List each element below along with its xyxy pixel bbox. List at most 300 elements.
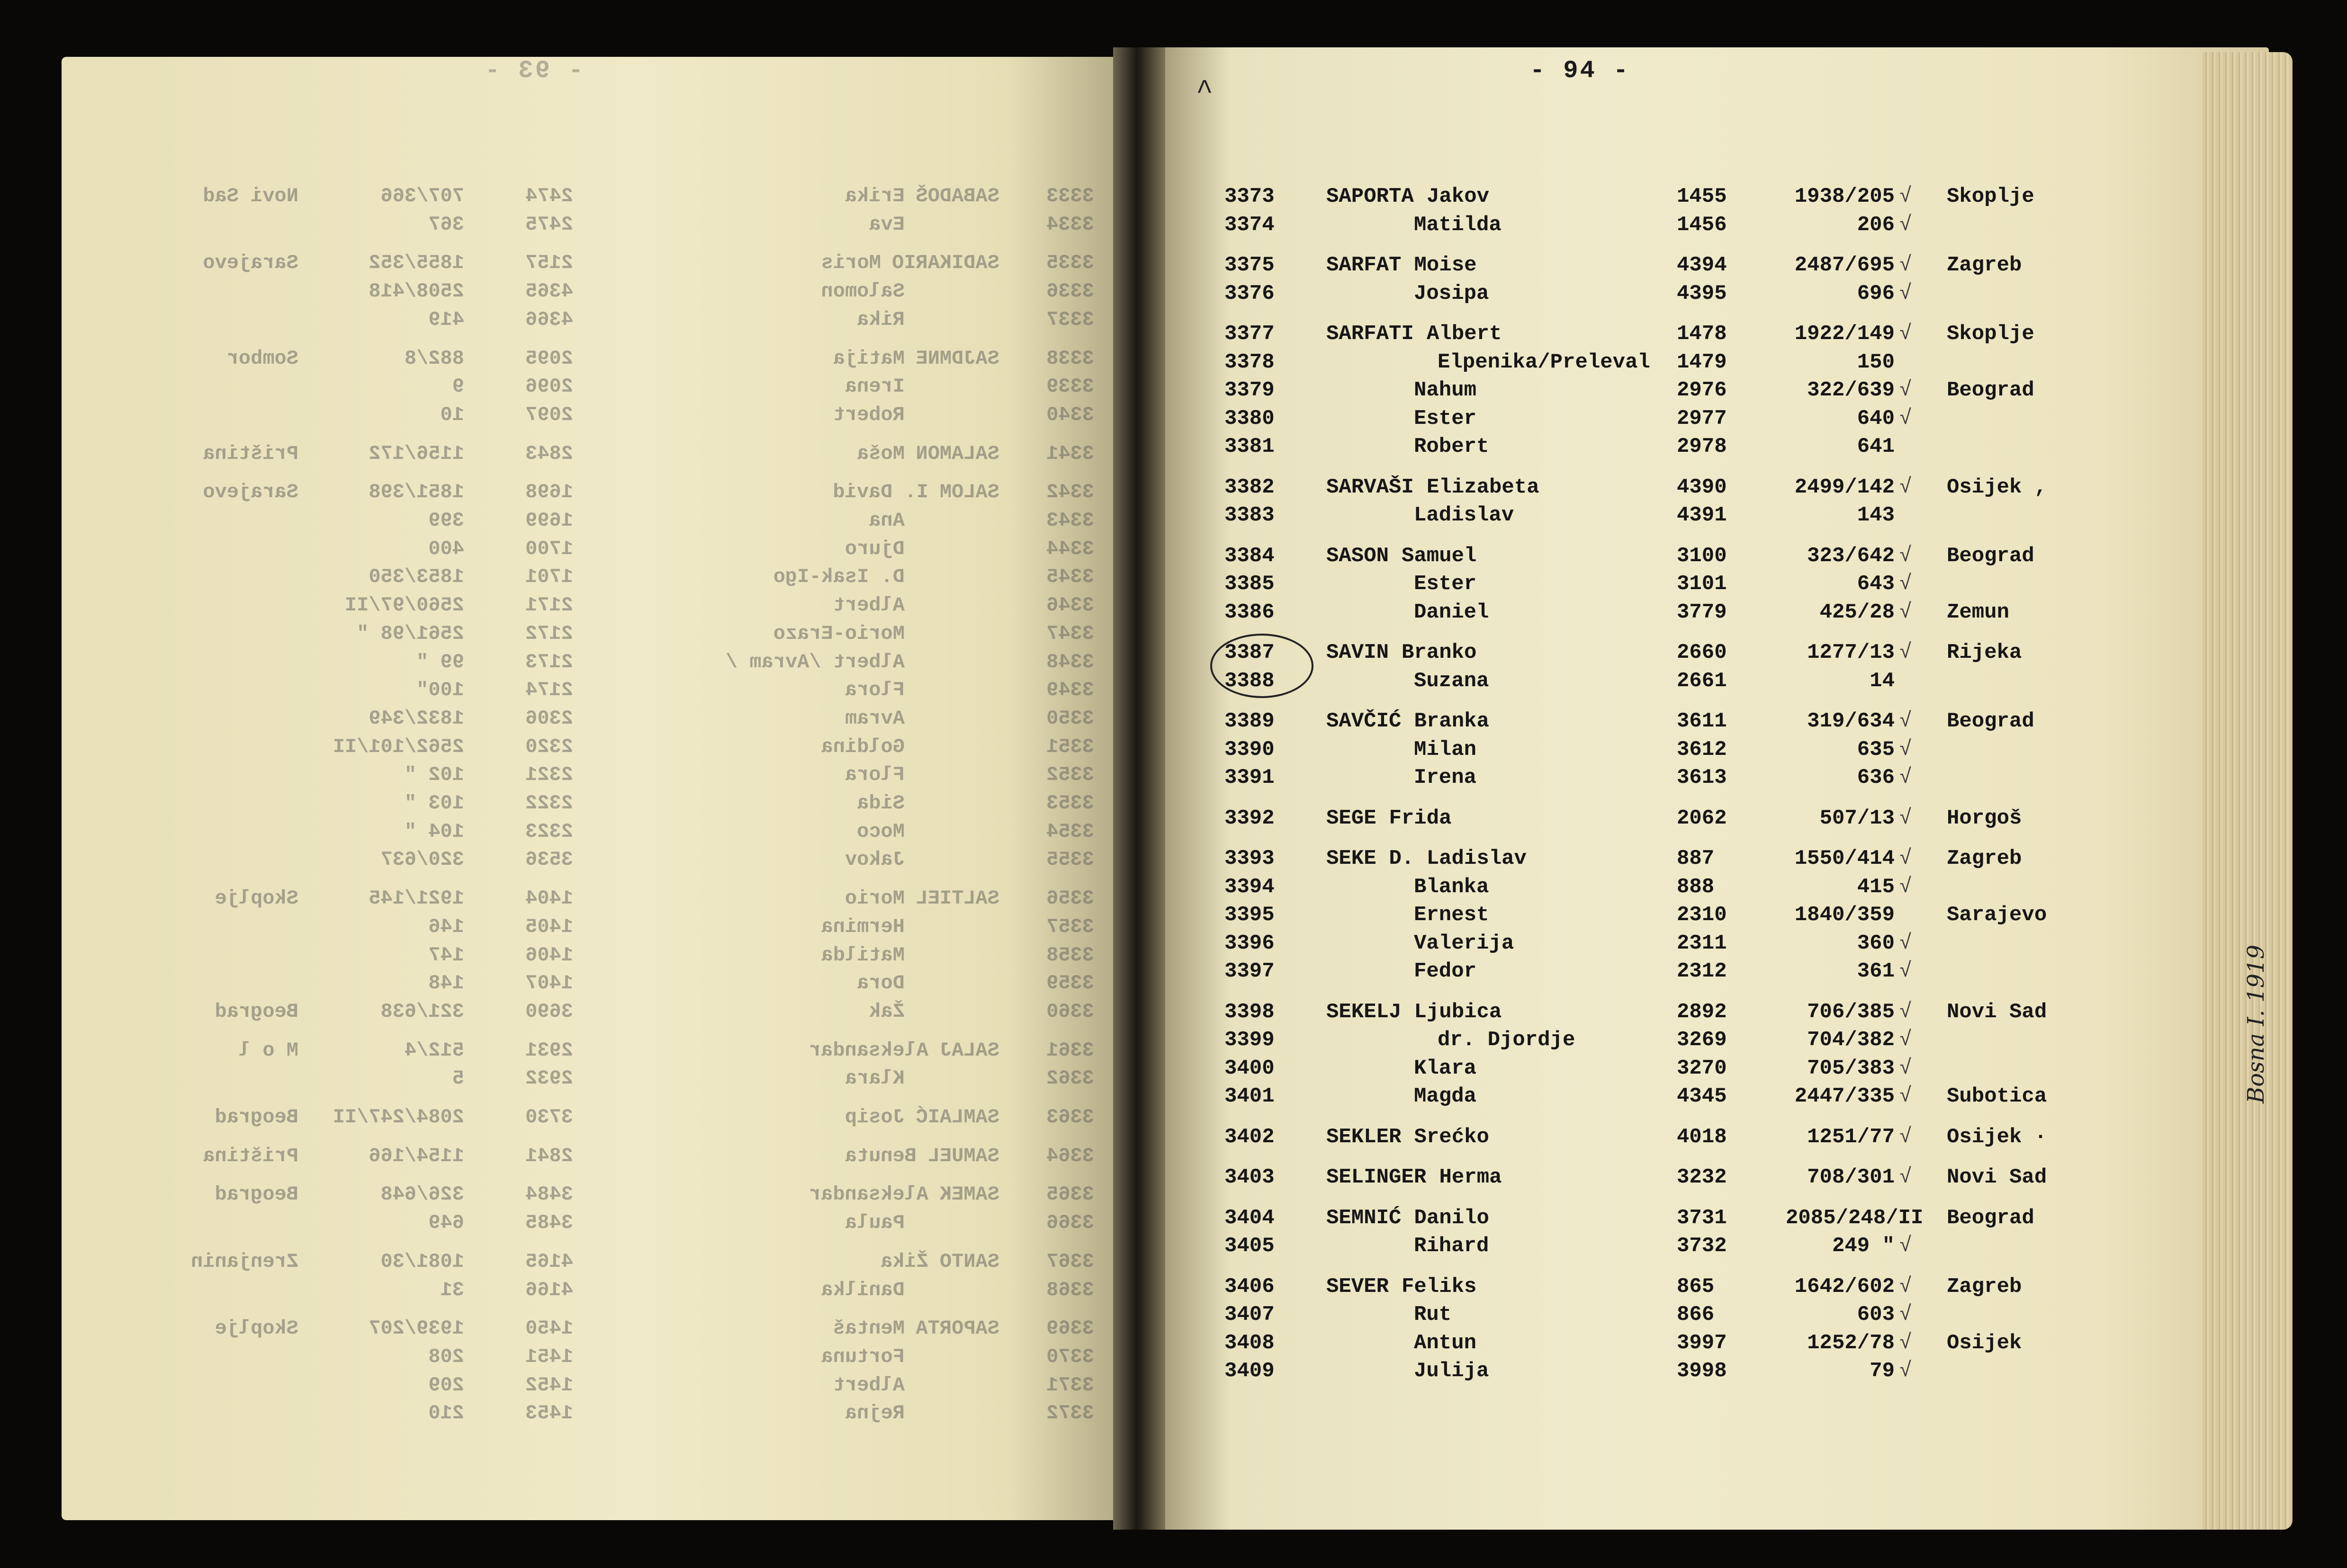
entry-surname: SEMNIĆ [1326, 1206, 1402, 1230]
entry-number: 3367 [1046, 1250, 1094, 1273]
entry-file-number: 399 [428, 509, 464, 532]
entry-city: Beograd [1947, 544, 2034, 568]
entry-given-name: Albert [833, 1373, 905, 1397]
entry-given-name: Eva [869, 213, 905, 236]
entry-register-number: 2097 [525, 403, 573, 426]
entry-file-number: 2508/418 [369, 280, 464, 303]
entry-city: Zagreb [1947, 847, 2022, 870]
entry-number: 3388 [1224, 669, 1275, 693]
entry-file-number: 2085/248/II [1786, 1206, 1924, 1230]
entry-file-number: 9 [452, 375, 464, 398]
entry-number: 3339 [1046, 375, 1094, 398]
entry-register-number: 3997 [1677, 1331, 1727, 1355]
register-entry [0, 875, 2347, 904]
register-entry [0, 350, 2347, 379]
check-mark: √ [1899, 931, 1912, 955]
register-entry [0, 253, 2347, 282]
entry-given-name: Milan [1414, 737, 1477, 762]
check-mark: √ [1899, 1274, 1912, 1299]
entry-given-name: Valerija [1414, 931, 1514, 955]
entry-register-number: 1405 [525, 915, 573, 938]
entry-file-number: 1154/166 [369, 1144, 464, 1167]
entry-register-number: 4165 [525, 1250, 573, 1273]
left-page-number: - 93 - [483, 57, 584, 85]
register-entry [0, 738, 2347, 766]
entry-register-number: 2892 [1677, 1000, 1727, 1024]
entry-city: Sombor [226, 347, 298, 370]
entry-register-number: 3730 [525, 1106, 573, 1129]
entry-number: 3377 [1224, 322, 1275, 346]
entry-given-name: Moris [821, 251, 881, 275]
entry-city: Beograd [215, 1183, 298, 1206]
entry-register-number: 3613 [1677, 766, 1727, 789]
entry-file-number: 2562/101/II [333, 735, 464, 758]
entry-given-name: Srećko [1414, 1125, 1489, 1149]
entry-number: 3333 [1046, 185, 1094, 207]
entry-surname: SAMEK [939, 1183, 999, 1206]
entry-given-name: Irena [845, 375, 905, 398]
entry-file-number: 1081/30 [380, 1250, 464, 1273]
entry-surname: SEKLER [1326, 1125, 1402, 1149]
entry-file-number: 360 [1857, 931, 1895, 955]
entry-file-number: 2561/98 " [357, 622, 464, 645]
entry-register-number: 2310 [1677, 903, 1727, 927]
entry-file-number: 1277/13 [1807, 641, 1895, 664]
entry-register-number: 2475 [525, 213, 573, 236]
entry-number: 3358 [1046, 943, 1094, 967]
check-mark: √ [1899, 406, 1912, 430]
entry-given-name: Rihard [1414, 1234, 1489, 1258]
register-entry [0, 766, 2347, 794]
entry-file-number: 31 [440, 1278, 464, 1301]
entry-register-number: 3732 [1677, 1234, 1727, 1258]
entry-given-name: Ester [1414, 406, 1477, 430]
entry-given-name: Dora [857, 972, 905, 995]
entry-file-number: 603 [1857, 1303, 1895, 1326]
entry-file-number: 319/634 [1807, 709, 1895, 733]
entry-number: 3407 [1224, 1303, 1275, 1326]
entry-city: Priština [203, 1144, 298, 1167]
entry-city: Osijek [1947, 1331, 2022, 1355]
entry-given-name: Daniel [1414, 600, 1489, 624]
entry-given-name: Albert [833, 594, 905, 617]
entry-given-name: Danilo [1414, 1206, 1489, 1230]
entry-file-number: 415 [1857, 875, 1895, 899]
entry-given-name: Feliks [1402, 1274, 1477, 1299]
entry-register-number: 4395 [1677, 281, 1727, 305]
entry-surname: SALOM [939, 481, 999, 504]
entry-file-number: 103 " [404, 792, 464, 815]
entry-number: 3368 [1046, 1278, 1094, 1301]
register-entry [0, 185, 2347, 213]
entry-file-number: 104 " [404, 820, 464, 843]
entry-city: Zagreb [1947, 1274, 2022, 1299]
entry-given-name: D. Ladislav [1389, 847, 1527, 870]
entry-given-name: Sida [857, 792, 905, 815]
entry-register-number: 4018 [1677, 1125, 1727, 1149]
entry-given-name: Antun [1414, 1331, 1477, 1355]
register-entry [0, 669, 2347, 698]
entry-number: 3338 [1046, 347, 1094, 370]
entry-number: 3337 [1046, 308, 1094, 331]
entry-given-name: Erika [845, 185, 905, 207]
entry-surname: SAJDMNE [916, 347, 999, 370]
entry-register-number: 2932 [525, 1067, 573, 1090]
entry-given-name: Matilda [821, 943, 905, 967]
entry-register-number: 865 [1677, 1274, 1715, 1299]
entry-city: Zemun [1947, 600, 2010, 624]
entry-surname: SARFATI [1326, 322, 1414, 346]
entry-city: Zagreb [1947, 253, 2022, 277]
entry-file-number: 367 [428, 213, 464, 236]
register-entry [0, 213, 2347, 242]
check-mark: √ [1899, 766, 1912, 789]
entry-surname: SARVAŠI [1326, 475, 1414, 499]
entry-surname: SALTIEL [916, 887, 999, 910]
entry-register-number: 1406 [525, 943, 573, 967]
entry-register-number: 2171 [525, 594, 573, 617]
entry-surname: SAMLAIĆ [916, 1106, 999, 1129]
entry-register-number: 4394 [1677, 253, 1727, 277]
entry-city: Osijek , [1947, 475, 2047, 499]
entry-number: 3346 [1046, 594, 1094, 617]
entry-file-number: 99 " [416, 650, 464, 673]
check-mark: √ [1899, 737, 1912, 762]
check-mark: √ [1899, 1331, 1912, 1355]
entry-surname: SAPORTA [1326, 185, 1414, 208]
entry-given-name: Suzana [1414, 669, 1489, 693]
entry-given-name: Robert [833, 403, 905, 426]
check-mark: √ [1899, 1125, 1912, 1149]
entry-given-name: dr. Djordje [1438, 1028, 1575, 1052]
entry-city: Zrenjanin [191, 1250, 298, 1273]
entry-file-number: 643 [1857, 572, 1895, 596]
entry-register-number: 2978 [1677, 435, 1727, 458]
entry-file-number: 400 [428, 537, 464, 560]
entry-number: 3370 [1046, 1345, 1094, 1368]
entry-register-number: 2173 [525, 650, 573, 673]
entry-register-number: 4391 [1677, 503, 1727, 527]
entry-city: Skoplje [1947, 185, 2034, 208]
entry-file-number: 2499/142 [1794, 475, 1895, 499]
entry-number: 3335 [1046, 251, 1094, 275]
register-entry [0, 959, 2347, 988]
entry-number: 3379 [1224, 378, 1275, 402]
entry-file-number: 102 " [404, 763, 464, 787]
entry-number: 3365 [1046, 1183, 1094, 1206]
entry-register-number: 2306 [525, 707, 573, 730]
register-entry [62, 1402, 1113, 1430]
entry-file-number: 704/382 [1807, 1028, 1895, 1052]
entry-register-number: 2062 [1677, 806, 1727, 830]
entry-register-number: 3779 [1677, 600, 1727, 624]
entry-register-number: 3731 [1677, 1206, 1727, 1230]
entry-number: 3364 [1046, 1144, 1094, 1167]
entry-given-name: Žak [869, 1000, 905, 1023]
register-entry [0, 378, 2347, 407]
entry-city: Beograd [215, 1106, 298, 1129]
entry-city: Sarajevo [203, 481, 298, 504]
entry-given-name: Rejna [845, 1402, 905, 1425]
entry-given-name: Morio-Erazo [773, 622, 905, 645]
entry-given-name: Benuta [845, 1144, 917, 1167]
entry-given-name: Irena [1414, 766, 1477, 789]
entry-given-name: Samuel [1402, 544, 1477, 568]
entry-number: 3362 [1046, 1067, 1094, 1090]
entry-register-number: 1456 [1677, 213, 1727, 237]
entry-register-number: 1407 [525, 972, 573, 995]
entry-number: 3380 [1224, 406, 1275, 430]
entry-register-number: 4366 [525, 308, 573, 331]
entry-number: 3405 [1224, 1234, 1275, 1258]
entry-number: 3374 [1224, 213, 1275, 237]
entry-file-number: 1939/207 [369, 1317, 464, 1340]
entry-city: M o l [238, 1039, 298, 1062]
entry-file-number: 635 [1857, 737, 1895, 762]
entry-number: 3406 [1224, 1274, 1275, 1299]
entry-file-number: 1832/349 [369, 707, 464, 730]
entry-given-name: Albert /Avram / [725, 650, 905, 673]
check-mark: √ [1899, 185, 1912, 208]
entry-register-number: 2320 [525, 735, 573, 758]
register-entry [0, 600, 2347, 629]
entry-given-name: Ana [869, 509, 905, 532]
entry-given-name: Klara [845, 1067, 905, 1090]
register-entry [0, 1275, 2347, 1303]
entry-file-number: 2560/97/II [344, 594, 464, 617]
entry-register-number: 2841 [525, 1144, 573, 1167]
register-entry [0, 709, 2347, 738]
check-mark: √ [1899, 1165, 1912, 1189]
entry-city: Skoplje [1947, 322, 2034, 346]
check-mark: √ [1899, 1234, 1912, 1258]
entry-file-number: 14 [1870, 669, 1895, 693]
entry-given-name: Djuro [845, 537, 905, 560]
entry-number: 3394 [1224, 875, 1275, 899]
entry-number: 3373 [1224, 185, 1275, 208]
entry-file-number: 2084/247/II [333, 1106, 464, 1129]
register-entry [0, 282, 2347, 310]
entry-given-name: Blanka [1414, 875, 1489, 899]
entry-given-name: Goldina [821, 735, 905, 758]
entry-register-number: 4365 [525, 280, 573, 303]
entry-surname: SASON [1326, 544, 1389, 568]
entry-given-name: Aleksandar [809, 1183, 928, 1206]
entry-register-number: 1700 [525, 537, 573, 560]
entry-given-name: Elpenika/Preleval [1438, 350, 1650, 374]
entry-number: 3382 [1224, 475, 1275, 499]
entry-register-number: 1699 [525, 509, 573, 532]
entry-register-number: 1404 [525, 887, 573, 910]
check-mark: √ [1899, 641, 1912, 664]
register-entry [0, 1165, 2347, 1194]
register-entry [0, 1331, 2347, 1360]
entry-number: 3402 [1224, 1125, 1275, 1149]
entry-surname: SAVIN [1326, 641, 1389, 664]
check-mark: √ [1899, 322, 1912, 346]
check-mark: √ [1899, 875, 1912, 899]
entry-file-number: 143 [1857, 503, 1895, 527]
entry-given-name: Ester [1414, 572, 1477, 596]
entry-number: 3384 [1224, 544, 1275, 568]
entry-number: 3391 [1224, 766, 1275, 789]
check-mark: √ [1899, 253, 1912, 277]
entry-number: 3343 [1046, 509, 1094, 532]
entry-file-number: 1550/414 [1794, 847, 1895, 870]
entry-number: 3399 [1224, 1028, 1275, 1052]
entry-given-name: Moša [857, 442, 905, 465]
entry-file-number: 419 [428, 308, 464, 331]
entry-given-name: Elizabeta [1427, 475, 1539, 499]
entry-file-number: 696 [1857, 281, 1895, 305]
right-page-number: - 94 - [1530, 57, 1630, 85]
entry-file-number: 2447/335 [1794, 1084, 1895, 1108]
entry-file-number: 1921/145 [369, 887, 464, 910]
register-entry [0, 847, 2347, 875]
entry-city: Beograd [1947, 378, 2034, 402]
entry-city: Novi Sad [1947, 1165, 2047, 1189]
entry-file-number: 882/8 [404, 347, 464, 370]
entry-given-name: Branka [1414, 709, 1489, 733]
entry-register-number: 1478 [1677, 322, 1727, 346]
check-mark: √ [1899, 806, 1912, 830]
entry-given-name: Matija [833, 347, 905, 370]
entry-given-name: Nahum [1414, 378, 1477, 402]
entry-given-name: I. David [833, 481, 928, 504]
entry-register-number: 888 [1677, 875, 1715, 899]
entry-register-number: 2931 [525, 1039, 573, 1062]
entry-number: 3363 [1046, 1106, 1094, 1129]
entry-number: 3375 [1224, 253, 1275, 277]
entry-file-number: 146 [428, 915, 464, 938]
entry-file-number: 707/366 [380, 185, 464, 207]
entry-register-number: 1453 [525, 1402, 573, 1425]
entry-given-name: Josip [845, 1106, 905, 1129]
entry-city: Beograd [1947, 709, 2034, 733]
entry-given-name: Fedor [1414, 959, 1477, 983]
entry-register-number: 3612 [1677, 737, 1727, 762]
entry-number: 3356 [1046, 887, 1094, 910]
entry-number: 3390 [1224, 737, 1275, 762]
entry-number: 3396 [1224, 931, 1275, 955]
register-entry [0, 1000, 2347, 1029]
register-entry [0, 1359, 2347, 1388]
entry-given-name: Moise [1414, 253, 1477, 277]
entry-number: 3395 [1224, 903, 1275, 927]
entry-number: 3392 [1224, 806, 1275, 830]
entry-file-number: 150 [1857, 350, 1895, 374]
entry-city: Beograd [1947, 1206, 2034, 1230]
entry-file-number: 10 [440, 403, 464, 426]
entry-number: 3354 [1046, 820, 1094, 843]
entry-file-number: 322/639 [1807, 378, 1895, 402]
entry-surname: SAPORTA [916, 1317, 999, 1340]
entry-register-number: 2157 [525, 251, 573, 275]
check-mark: √ [1899, 475, 1912, 499]
entry-number: 3366 [1046, 1211, 1094, 1235]
entry-file-number: 425/28 [1819, 600, 1895, 624]
entry-register-number: 3101 [1677, 572, 1727, 596]
entry-given-name: Branko [1402, 641, 1477, 664]
handwritten-margin-note: Bosna I. 1919 [2243, 944, 2269, 1103]
entry-number: 3369 [1046, 1317, 1094, 1340]
entry-given-name: Flora [845, 679, 905, 702]
entry-number: 3408 [1224, 1331, 1275, 1355]
entry-city: Horgoš [1947, 806, 2022, 830]
entry-given-name: Frida [1389, 806, 1452, 830]
entry-given-name: Danilka [821, 1278, 905, 1301]
entry-file-number: 512/4 [404, 1039, 464, 1062]
entry-number: 3371 [1046, 1373, 1094, 1397]
entry-number: 3334 [1046, 213, 1094, 236]
entry-file-number: 706/385 [1807, 1000, 1895, 1024]
entry-city: Novi Sad [1947, 1000, 2047, 1024]
entry-given-name: Paula [845, 1211, 905, 1235]
entry-register-number: 3611 [1677, 709, 1727, 733]
entry-file-number: 5 [452, 1067, 464, 1090]
entry-city: Rijeka [1947, 641, 2022, 664]
entry-city: Skoplje [215, 1317, 298, 1340]
entry-file-number: 1853/350 [369, 565, 464, 589]
entry-number: 3401 [1224, 1084, 1275, 1108]
entry-number: 3409 [1224, 1359, 1275, 1383]
entry-register-number: 2174 [525, 679, 573, 702]
entry-city: Skoplje [215, 887, 298, 910]
entry-register-number: 3484 [525, 1183, 573, 1206]
entry-surname: SEVER [1326, 1274, 1389, 1299]
entry-file-number: 361 [1857, 959, 1895, 983]
entry-register-number: 1698 [525, 481, 573, 504]
entry-register-number: 2312 [1677, 959, 1727, 983]
entry-given-name: Mentaš [833, 1317, 905, 1340]
entry-register-number: 1701 [525, 565, 573, 589]
entry-surname: SARFAT [1326, 253, 1402, 277]
entry-given-name: Avram [845, 707, 905, 730]
register-entry [0, 572, 2347, 600]
entry-given-name: Žika [881, 1250, 928, 1273]
entry-surname: SAMUEL [927, 1144, 999, 1167]
register-entry [0, 806, 2347, 835]
entry-file-number: 1922/149 [1794, 322, 1895, 346]
entry-given-name: Klara [1414, 1056, 1477, 1080]
entry-register-number: 2323 [525, 820, 573, 843]
entry-number: 3393 [1224, 847, 1275, 870]
entry-register-number: 3536 [525, 848, 573, 871]
register-entry [0, 435, 2347, 463]
entry-given-name: Morio [845, 887, 905, 910]
entry-given-name: D. Isak-Igo [773, 565, 905, 589]
entry-given-name: Ernest [1414, 903, 1489, 927]
entry-city: Novi Sad [203, 185, 298, 207]
entry-given-name: Ljubica [1414, 1000, 1502, 1024]
entry-number: 3404 [1224, 1206, 1275, 1230]
entry-register-number: 1450 [525, 1317, 573, 1340]
entry-number: 3341 [1046, 442, 1094, 465]
check-mark: √ [1899, 572, 1912, 596]
entry-file-number: 649 [428, 1211, 464, 1235]
entry-register-number: 3485 [525, 1211, 573, 1235]
entry-register-number: 866 [1677, 1303, 1715, 1326]
entry-number: 3352 [1046, 763, 1094, 787]
entry-surname: SALAJ [939, 1039, 999, 1062]
register-entry [0, 1303, 2347, 1331]
entry-number: 3347 [1046, 622, 1094, 645]
entry-surname: SANTO [939, 1250, 999, 1273]
entry-register-number: 887 [1677, 847, 1715, 870]
entry-register-number: 2172 [525, 622, 573, 645]
entry-number: 3381 [1224, 435, 1275, 458]
entry-number: 3385 [1224, 572, 1275, 596]
